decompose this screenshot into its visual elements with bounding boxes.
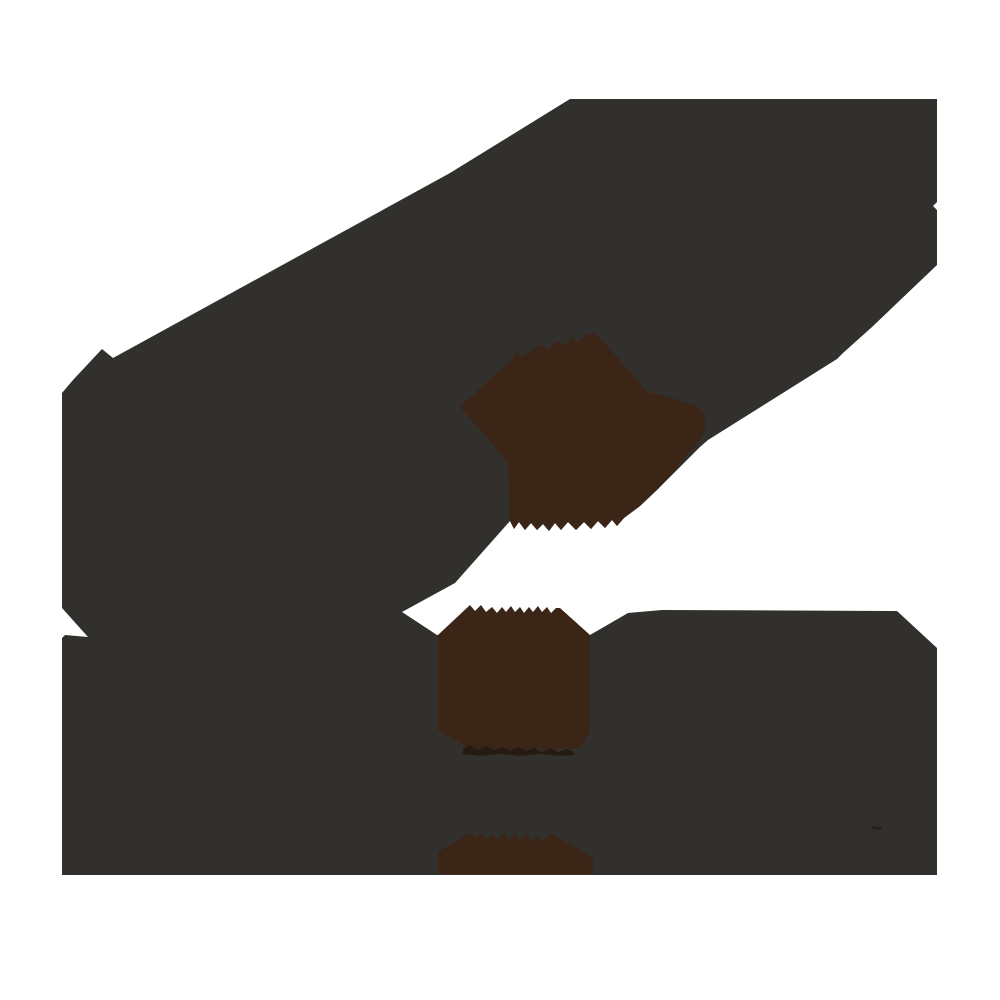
lower-forest-patch xyxy=(438,605,590,751)
